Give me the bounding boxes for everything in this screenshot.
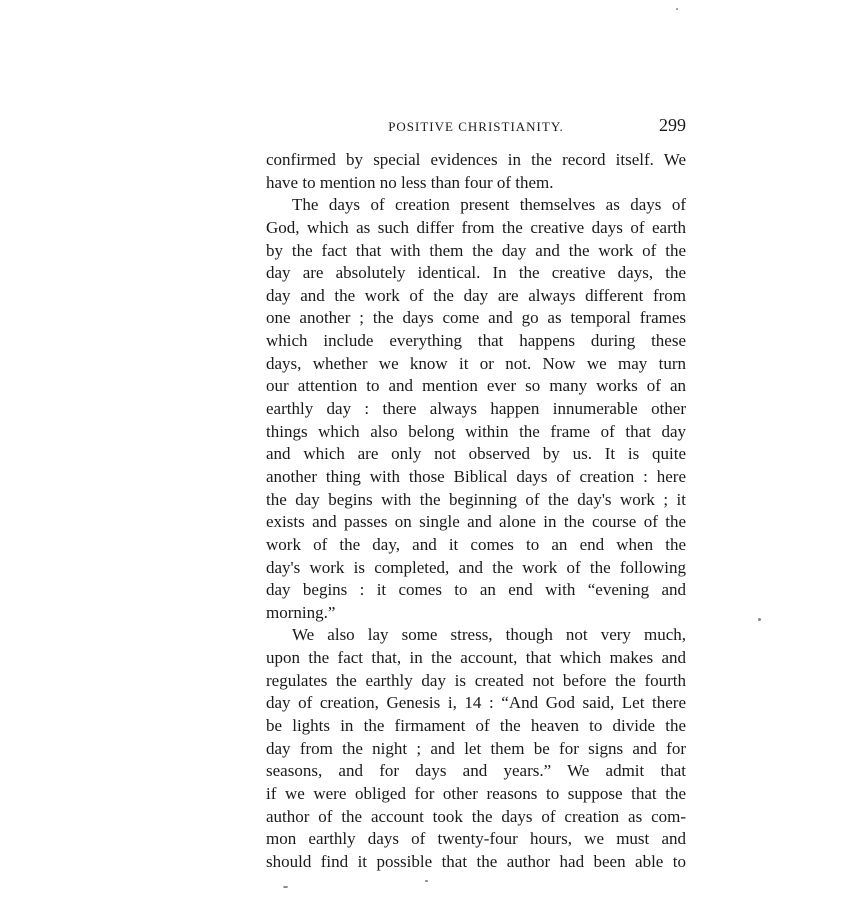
text-line: if we were obliged for other reasons to suppose that the: [266, 783, 686, 803]
text-line: God, which as such differ from the creative days of earth: [266, 217, 686, 237]
text-line: things which also belong within the frame of that day: [266, 421, 686, 441]
text-line: be lights in the firmament of the heaven to divide the: [266, 716, 686, 736]
text-line: author of the account took the days of creation as com-: [266, 806, 686, 826]
running-head: [266, 115, 686, 137]
text-line: days, whether we know it or not. Now we may turn: [266, 353, 686, 373]
text-line: day of creation, Genesis i, 14 : “And God said, Let there: [266, 693, 686, 713]
text-line: confirmed by special evidences in the record itself. We: [266, 150, 686, 169]
text-line: regulates the earthly day is created not before the fourth: [266, 670, 686, 690]
text-line: which include everything that happens during these: [266, 331, 686, 351]
text-line: seasons, and for days and years.” We admit that: [266, 761, 686, 781]
text-line: day from the night ; and let them be for signs and for: [266, 738, 686, 758]
text-line: The days of creation present themselves as days of: [292, 195, 686, 215]
text-line: another thing with those Biblical days of creation : here: [266, 466, 686, 486]
text-line: exists and passes on single and alone in the course of the: [266, 512, 686, 532]
text-line: the day begins with the beginning of the day's work ; it: [266, 489, 686, 509]
text-line: by the fact that with them the day and the work of the: [266, 240, 686, 260]
text-line: day are absolutely identical. In the creative days, the: [266, 263, 686, 283]
scan-speck: [425, 880, 428, 882]
running-title: POSITIVE CHRISTIANITY.: [388, 119, 564, 134]
text-line: day and the work of the day are always different from: [266, 285, 686, 305]
text-line: mon earthly days of twenty-four hours, we must and: [266, 829, 686, 849]
text-line: have to mention no less than four of them.: [266, 172, 554, 192]
text-line: one another ; the days come and go as temporal frames: [266, 308, 686, 328]
text-line: morning.”: [266, 602, 336, 622]
text-line: work of the day, and it comes to an end when the: [266, 534, 686, 554]
scan-speck: [676, 8, 678, 10]
text-line: and which are only not observed by us. It is quite: [266, 444, 686, 464]
text-line: upon the fact that, in the account, that which makes and: [266, 648, 686, 668]
scan-speck: [283, 886, 288, 888]
page-number: 299: [659, 115, 686, 135]
text-line: day begins : it comes to an end with “evening and: [266, 580, 686, 600]
text-line: We also lay some stress, though not very much,: [292, 625, 686, 645]
text-line: day's work is completed, and the work of the following: [266, 557, 686, 577]
scan-speck: [758, 618, 761, 621]
text-line: earthly day : there always happen innumerable other: [266, 399, 686, 419]
text-line: should find it possible that the author had been able to: [266, 851, 686, 871]
text-line: our attention to and mention ever so many works of an: [266, 376, 686, 396]
body-text: [266, 149, 686, 874]
